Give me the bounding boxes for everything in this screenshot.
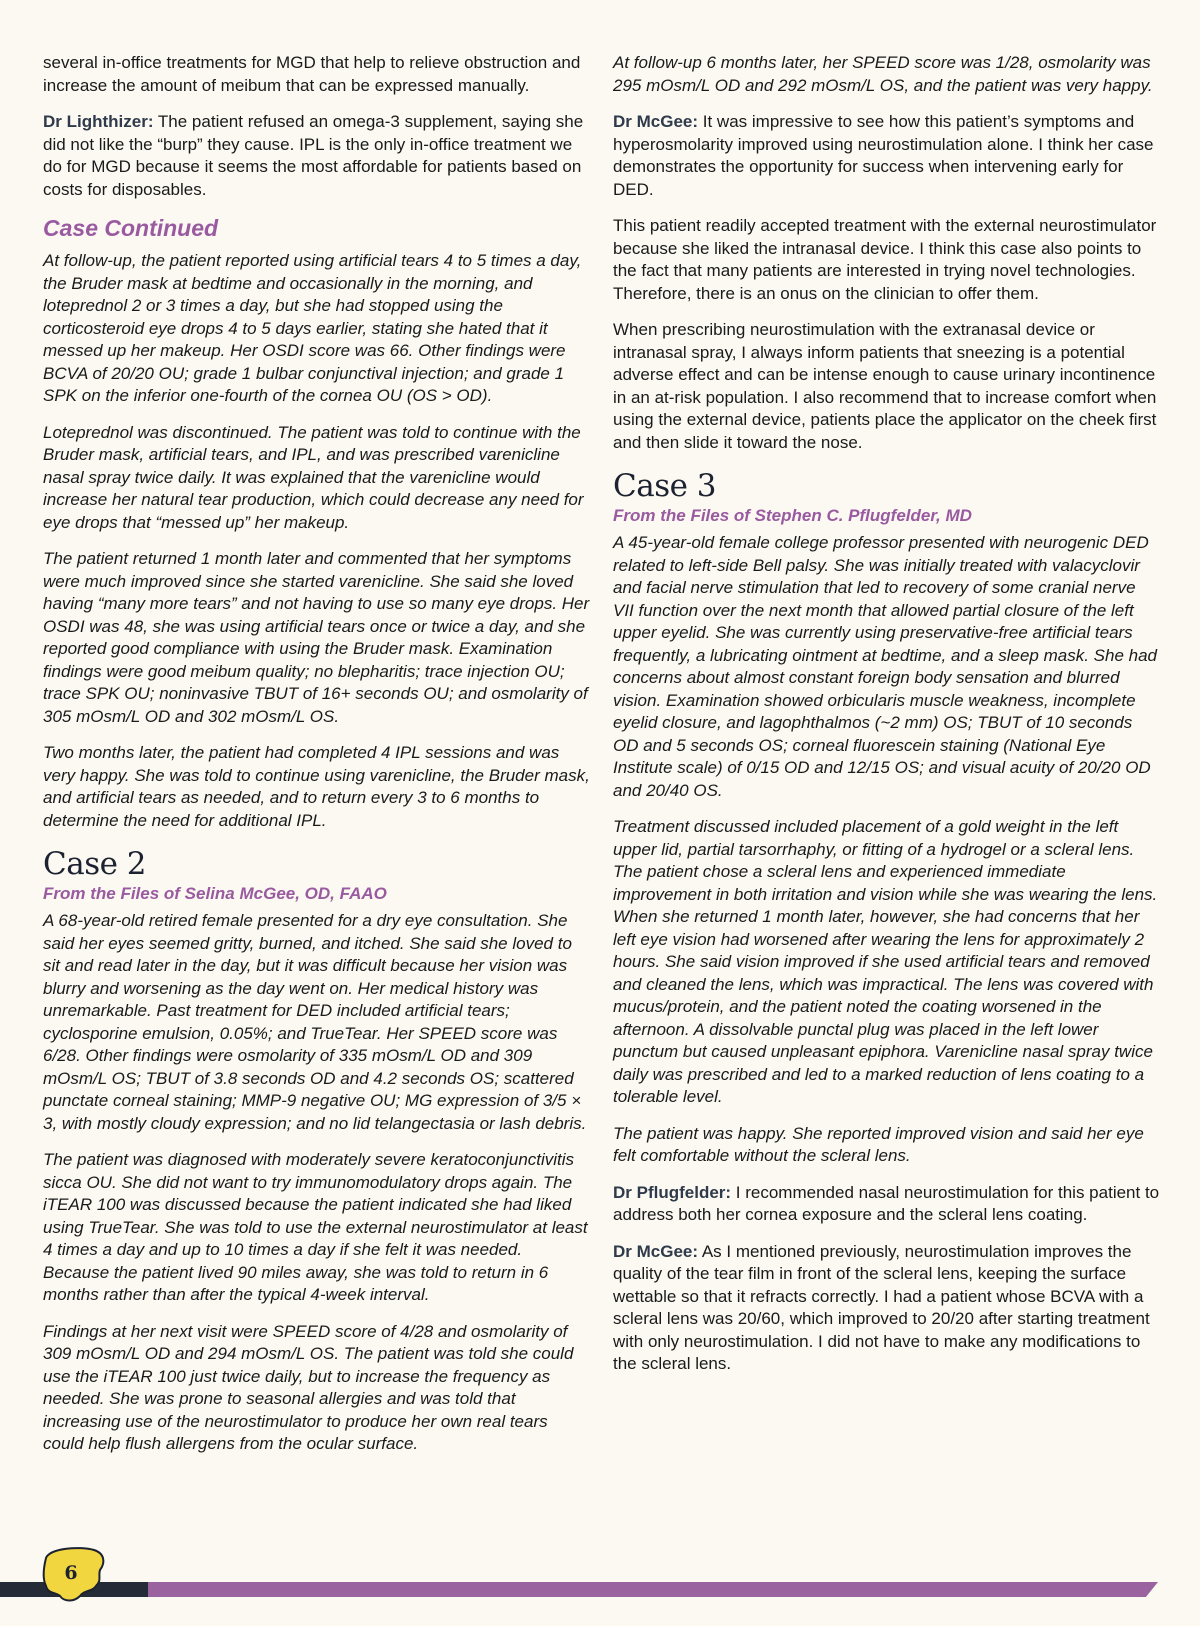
case-paragraph: A 45-year-old female college professor presented with neurogenic DED related to left-side Bell palsy. She was initially treated with valacyclovir and facial nerve stimulation that led to recovery of some cranial nerve VII function over the next month that allowed partial closure of the left upper eyelid. She was currently using preservative-free artificial tears frequently, a lubricating ointment at bedtime, and a sleep mask. She had concerns about almost constant foreign body sensation and blurred vision. Examination showed orbicularis muscle weakness, incomplete eyelid closure, and lagophthalmos (~2 mm) OS; TBUT of 10 seconds OD and 5 seconds OS; corneal fluorescein staining (National Eye Institute scale) of 0/15 OD and 12/15 OS; and visual acuity of 20/20 OD and 20/40 OS. xyxy=(613,533,1158,800)
case-paragraph: Two months later, the patient had completed 4 IPL sessions and was very happy. She was told to continue using varenicline, the Bruder mask, and artificial tears as needed, and to return every 3 to 6 months to determine the need for additional IPL. xyxy=(43,743,590,830)
speaker-text: As I mentioned previously, neurostimulation improves the quality of the tear film in front of the scleral lens, keeping the surface wettable so that it refracts correctly. I had a patient whose BCVA with a scleral lens was 20/60, which improved to 20/20 after starting treatment with only neurostimulation. I did not have to make any modifications to the scleral lens. xyxy=(613,1241,1150,1373)
case-paragraph: At follow-up 6 months later, her SPEED score was 1/28, osmolarity was 295 mOsm/L OD and 292 mOsm/L OS, and the patient was very happy. xyxy=(613,53,1153,95)
speaker-text: The patient refused an omega-3 supplement, saying she did not like the “burp” they cause. IPL is the only in-office treatment we do for MGD because it seems the most affordable for patients based on costs for disposables. xyxy=(43,112,584,199)
case-3-title: Case 3 xyxy=(613,468,717,504)
body-paragraph xyxy=(613,1182,1161,1227)
page-number: 6 xyxy=(64,1562,78,1584)
footer-bar-purple xyxy=(148,1582,1158,1597)
speaker-name: Dr McGee: xyxy=(613,1241,699,1261)
body-paragraph: several in-office treatments for MGD that help to relieve obstruction and increase the amount of meibum that can be expressed manually. xyxy=(43,53,581,95)
body-paragraph xyxy=(43,111,591,201)
body-paragraph: This patient readily accepted treatment with the external neurostimulator because she liked the intranasal device. I think this case also points to the fact that many patients are interested in trying novel technologies. Therefore, there is an onus on the clinician to offer them. xyxy=(613,216,1157,303)
speaker-text: It was impressive to see how this patient’s symptoms and hyperosmolarity improved using neurostimulation alone. I think her case demonstrates the opportunity for success when intervening early for DED. xyxy=(613,112,1154,199)
case-paragraph: The patient returned 1 month later and commented that her symptoms were much improved since she started varenicline. She said she loved having “many more tears” and not having to use so many eye drops. Her OSDI was 48, she was using artificial tears once or twice a day, and she reported good compliance with using the Bruder mask. Examination findings were good meibum quality; no blepharitis; trace injection OU; trace SPK OU; noninvasive TBUT of 16+ seconds OU; and osmolarity of 305 mOsm/L OD and 302 mOsm/L OS. xyxy=(43,549,590,726)
speaker-text: I recommended nasal neurostimulation for this patient to address both her cornea exposure and the scleral lens coating. xyxy=(613,1182,1160,1224)
speaker-name: Dr Lighthizer: xyxy=(43,112,154,131)
body-paragraph xyxy=(613,1241,1161,1376)
speaker-name: Dr Pflugfelder: xyxy=(613,1182,732,1202)
case-paragraph: At follow-up, the patient reported using artificial tears 4 to 5 times a day, the Bruder mask at bedtime and occasionally in the morning, and loteprednol 2 or 3 times a day, but she had stopped using the corticosteroid eye drops 4 to 5 days earlier, stating she hated that it messed up her makeup. Her OSDI score was 66. Other findings were BCVA of 20/20 OU; grade 1 bulbar conjunctival injection; and grade 1 SPK on the inferior one-fourth of the cornea OU (OS > OD). xyxy=(43,251,582,405)
right-column xyxy=(613,52,1161,1390)
case-2-title: Case 2 xyxy=(43,846,147,882)
case-paragraph: A 68-year-old retired female presented for a dry eye consultation. She said her eyes seemed gritty, burned, and itched. She said she loved to sit and read later in the day, but it was difficult because her vision was blurry and worsening as the day went on. Her medical history was unremarkable. Past treatment for DED included artificial tears; cyclosporine emulsion, 0.05%; and TrueTear. Her SPEED score was 6/28. Other findings were osmolarity of 335 mOsm/L OD and 309 mOsm/L OS; TBUT of 3.8 seconds OD and 4.2 seconds OS; scattered punctate corneal staining; MMP-9 negative OU; MG expression of 3/5 × 3, with mostly cloudy expression; and no lid telangectasia or lash debris. xyxy=(43,911,587,1133)
case-3-byline: From the Files of Stephen C. Pflugfelder, MD xyxy=(613,506,972,525)
case-2-byline: From the Files of Selina McGee, OD, FAAO xyxy=(43,884,387,903)
left-column xyxy=(43,52,591,1470)
case-paragraph: The patient was happy. She reported improved vision and said her eye felt comfortable without the scleral lens. xyxy=(613,1123,1144,1165)
body-paragraph: When prescribing neurostimulation with the extranasal device or intranasal spray, I always inform patients that sneezing is a potential adverse effect and can be intense enough to cause urinary incontinence in an at-risk population. I also recommend that to increase comfort when using the external device, patients place the applicator on the cheek first and then slide it toward the nose. xyxy=(613,320,1157,452)
body-paragraph xyxy=(613,111,1161,201)
section-heading-case-continued: Case Continued xyxy=(43,215,219,241)
case-paragraph: Loteprednol was discontinued. The patient was told to continue with the Bruder mask, artificial tears, and IPL, and was prescribed varenicline nasal spray twice daily. It was explained that the varenicline would increase her natural tear production, which could decrease any need for eye drops that “messed up” her makeup. xyxy=(43,422,584,532)
speaker-name: Dr McGee: xyxy=(613,112,699,131)
case-paragraph: Treatment discussed included placement of a gold weight in the left upper lid, partial tarsorrhaphy, or fitting of a hydrogel or a scleral lens. The patient chose a scleral lens and experienced immediate improvement in both irritation and vision while she was wearing the lens. When she returned 1 month later, however, she had concerns that her left eye vision had worsened after wearing the lens for approximately 2 hours. She said vision improved if she used artificial tears and removed and cleaned the lens, which was impractical. The lens was covered with mucus/protein, and the patient noted the coating worsened in the afternoon. A dissolvable punctal plug was placed in the left lower punctum but caused unpleasant epiphora. Varenicline nasal spray twice daily was prescribed and led to a marked reduction of lens coating to a tolerable level. xyxy=(613,817,1158,1106)
case-paragraph: Findings at her next visit were SPEED score of 4/28 and osmolarity of 309 mOsm/L OD and 294 mOsm/L OS. The patient was told she could use the iTEAR 100 just twice daily, but to increase the frequency as needed. She was prone to seasonal allergies and was told that increasing use of the neurostimulator to produce her own real tears could help flush allergens from the ocular surface. xyxy=(43,1321,574,1453)
case-paragraph: The patient was diagnosed with moderately severe keratoconjunctivitis sicca OU. She did not want to try immunomodulatory drops again. The iTEAR 100 was discussed because the patient indicated she had liked using TrueTear. She was told to use the external neurostimulator at least 4 times a day and up to 10 times a day if she felt it was needed. Because the patient lived 90 miles away, she was told to return in 6 months rather than after the typical 4-week interval. xyxy=(43,1150,588,1304)
